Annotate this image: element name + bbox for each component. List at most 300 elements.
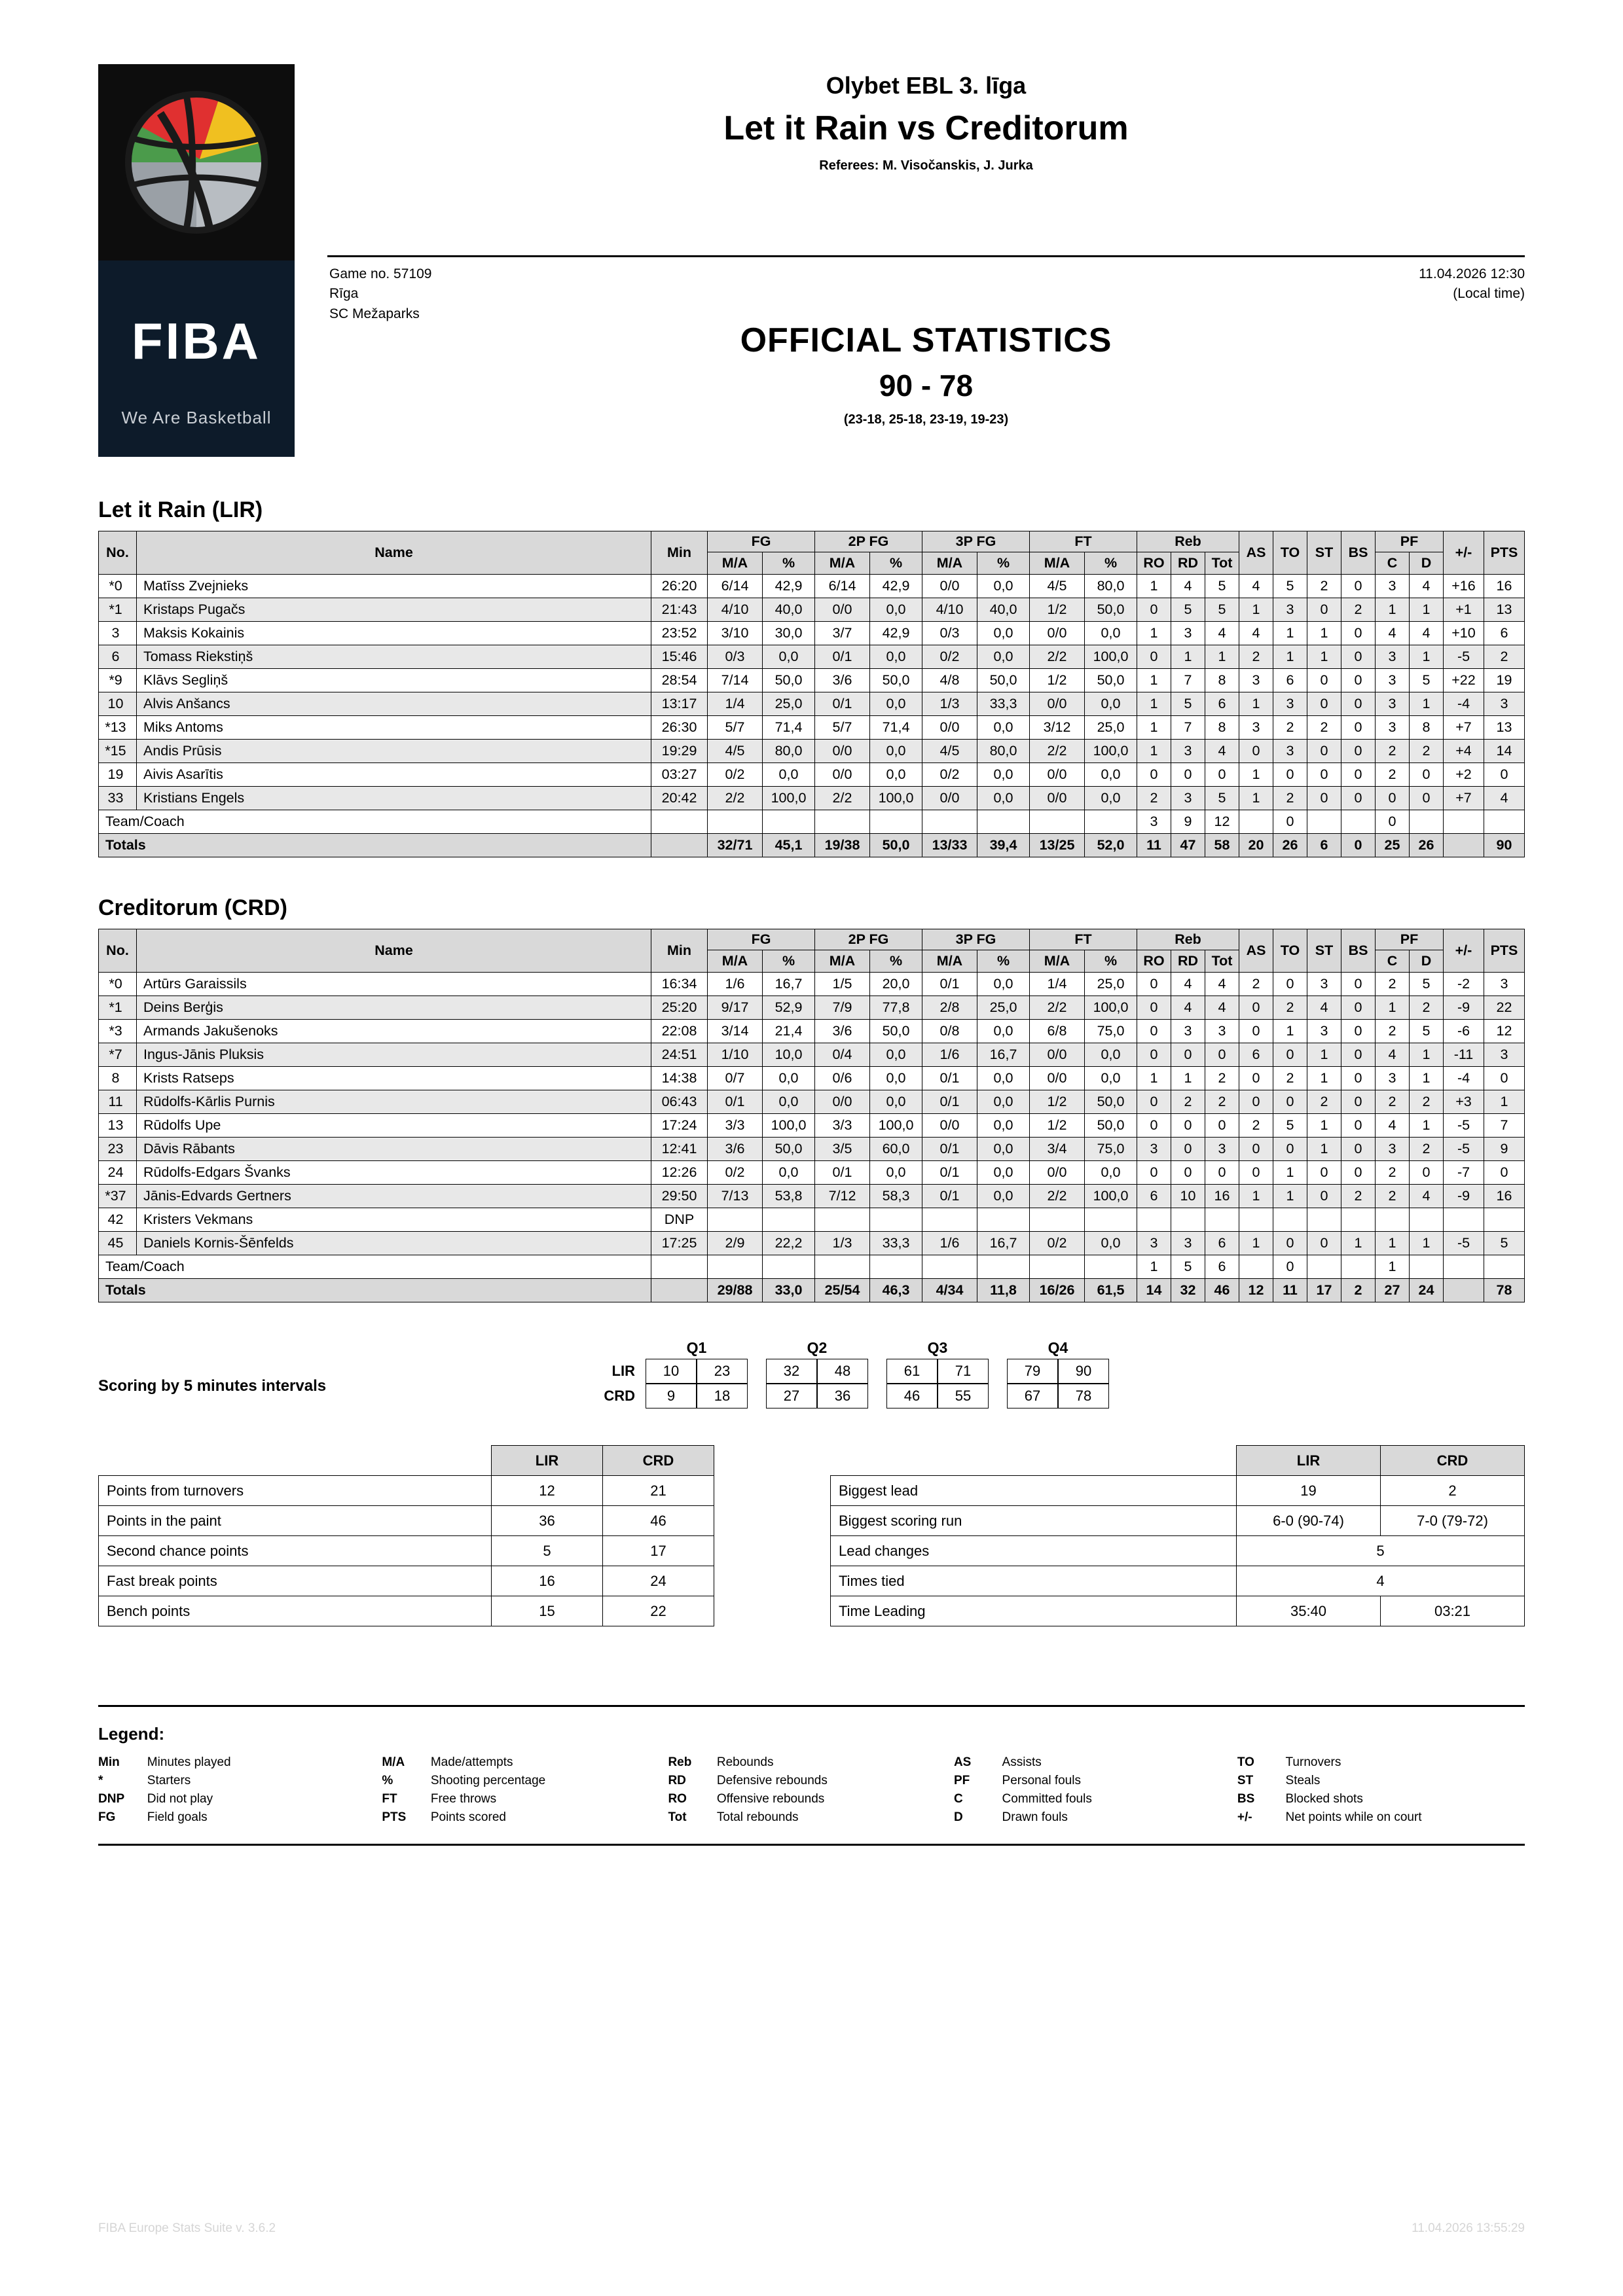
cell-st: 2 — [1307, 1090, 1341, 1114]
cell-fg-ma: 1/10 — [708, 1043, 763, 1067]
cell-st: 2 — [1307, 716, 1341, 740]
cell-min — [651, 810, 708, 834]
cell-ft-pct: 0,0 — [1085, 1232, 1137, 1255]
legend-desc: Rebounds — [716, 1755, 774, 1769]
cell-as: 12 — [1239, 1279, 1273, 1302]
game-meta-left — [329, 264, 431, 324]
cell-st: 0 — [1307, 1232, 1341, 1255]
team-b-section — [98, 895, 1525, 1302]
cell-bs: 2 — [1341, 1279, 1376, 1302]
stats-value-crd: 03:21 — [1381, 1596, 1525, 1626]
table-row[interactable] — [99, 740, 1525, 763]
header-pf-c: C — [1376, 950, 1410, 973]
cell-ft-pct: 75,0 — [1085, 1020, 1137, 1043]
cell-pf-c: 0 — [1376, 810, 1410, 834]
cell-pf-c: 0 — [1376, 787, 1410, 810]
header-bs: BS — [1341, 929, 1376, 973]
legend-desc: Defensive rebounds — [716, 1774, 828, 1787]
cell-pf-c: 1 — [1376, 1232, 1410, 1255]
cell-fg-pct: 40,0 — [763, 598, 815, 622]
team-stats-right-table — [830, 1445, 1525, 1626]
cell-rd: 0 — [1171, 1138, 1205, 1161]
legend-desc: Committed fouls — [1002, 1792, 1092, 1806]
team-b-title: Creditorum (CRD) — [98, 895, 287, 920]
cell-rd: 0 — [1171, 1043, 1205, 1067]
quarter-header-row — [583, 1336, 1109, 1359]
footer-software: FIBA Europe Stats Suite v. 3.6.2 — [98, 2221, 276, 2235]
page-title: Let it Rain vs Creditorum — [723, 109, 1129, 147]
legend-row — [98, 1808, 1525, 1827]
cell-3p-pct: 40,0 — [977, 598, 1030, 622]
cell-pts: 78 — [1484, 1279, 1525, 1302]
legend-abbr: FG — [98, 1810, 116, 1824]
header-ft-ma: M/A — [1030, 552, 1085, 575]
cell-plusminus: +7 — [1444, 716, 1484, 740]
cell-as: 2 — [1239, 1114, 1273, 1138]
cell-3p-ma: 0/0 — [922, 1114, 977, 1138]
legend-abbr: * — [98, 1774, 103, 1787]
team-a-boxscore-head — [99, 531, 1525, 575]
stats-header-crd: CRD — [603, 1446, 714, 1476]
table-row[interactable] — [99, 692, 1525, 716]
cell-pts: 13 — [1484, 716, 1525, 740]
legend-desc: Blocked shots — [1285, 1792, 1363, 1806]
cell-bs: 0 — [1341, 973, 1376, 996]
cell-plusminus: -11 — [1444, 1043, 1484, 1067]
table-row[interactable] — [99, 1208, 1525, 1232]
cell-ro: 1 — [1137, 692, 1171, 716]
table-row[interactable] — [99, 763, 1525, 787]
table-row[interactable] — [99, 1161, 1525, 1185]
cell-ft-ma: 3/12 — [1030, 716, 1085, 740]
team-totals-row — [99, 1279, 1525, 1302]
cell-pf-d: 8 — [1410, 716, 1444, 740]
cell-pf-c — [1376, 1208, 1410, 1232]
table-row[interactable] — [99, 1020, 1525, 1043]
team-comparison-section — [98, 1445, 1525, 1626]
stats-row — [831, 1506, 1525, 1536]
header-2p-pct: % — [870, 552, 922, 575]
competition-name: Olybet EBL 3. līga — [826, 72, 1027, 99]
cell-2p-pct: 0,0 — [870, 645, 922, 669]
cell-pts — [1484, 1255, 1525, 1279]
cell-ft-ma: 2/2 — [1030, 996, 1085, 1020]
cell-tot: 0 — [1205, 1043, 1239, 1067]
cell-3p-pct: 0,0 — [977, 973, 1030, 996]
cell-bs: 2 — [1341, 598, 1376, 622]
cell-fg-pct: 100,0 — [763, 787, 815, 810]
cell-tot: 0 — [1205, 1114, 1239, 1138]
stats-label: Time Leading — [831, 1596, 1237, 1626]
cell-pts: 2 — [1484, 645, 1525, 669]
cell-ro: 1 — [1137, 669, 1171, 692]
group-header-row — [99, 531, 1525, 552]
cell-name: Deins Berģis — [137, 996, 651, 1020]
cell-2p-ma: 3/6 — [815, 669, 870, 692]
cell-ro: 2 — [1137, 787, 1171, 810]
cell-bs: 0 — [1341, 1067, 1376, 1090]
table-row[interactable] — [99, 575, 1525, 598]
cell-bs: 0 — [1341, 1114, 1376, 1138]
cell-st — [1307, 810, 1341, 834]
table-row[interactable] — [99, 1232, 1525, 1255]
cell-2p-pct: 0,0 — [870, 740, 922, 763]
cell-tot: 12 — [1205, 810, 1239, 834]
cell-pf-c: 2 — [1376, 1185, 1410, 1208]
cell-ft-ma: 1/2 — [1030, 1090, 1085, 1114]
cell-as — [1239, 810, 1273, 834]
cell-3p-ma: 0/3 — [922, 622, 977, 645]
cell-name: Kristers Vekmans — [137, 1208, 651, 1232]
legend-desc: Drawn fouls — [1002, 1810, 1068, 1824]
table-row[interactable] — [99, 1114, 1525, 1138]
cell-ft-pct — [1085, 810, 1137, 834]
cell-to: 2 — [1273, 996, 1307, 1020]
cell-fg-pct: 0,0 — [763, 645, 815, 669]
cell-plusminus: -5 — [1444, 645, 1484, 669]
team-totals-row — [99, 834, 1525, 857]
table-row[interactable] — [99, 1090, 1525, 1114]
cell-3p-pct: 0,0 — [977, 1090, 1030, 1114]
cell-fg-pct: 33,0 — [763, 1279, 815, 1302]
cell-pf-c: 4 — [1376, 622, 1410, 645]
game-city: Rīga — [329, 286, 359, 302]
referees-line: Referees: M. Visočanskis, J. Jurka — [819, 158, 1033, 173]
cell-fg-pct: 21,4 — [763, 1020, 815, 1043]
stats-value-crd: 17 — [603, 1536, 714, 1566]
cell-3p-ma: 0/2 — [922, 763, 977, 787]
cell-pf-c: 1 — [1376, 996, 1410, 1020]
cell-bs: 0 — [1341, 1043, 1376, 1067]
cell-ft-pct: 100,0 — [1085, 645, 1137, 669]
table-row[interactable] — [99, 1043, 1525, 1067]
table-row[interactable] — [99, 787, 1525, 810]
interval-cell: 36 — [817, 1384, 868, 1408]
cell-fg-ma — [708, 810, 763, 834]
cell-ro: 0 — [1137, 996, 1171, 1020]
cell-fg-ma: 6/14 — [708, 575, 763, 598]
cell-3p-pct: 0,0 — [977, 763, 1030, 787]
interval-cell: 46 — [886, 1384, 938, 1408]
cell-ft-pct: 52,0 — [1085, 834, 1137, 857]
cell-ro: 0 — [1137, 1161, 1171, 1185]
cell-3p-pct: 0,0 — [977, 787, 1030, 810]
cell-rd: 3 — [1171, 622, 1205, 645]
fiba-wordmark-logo — [98, 260, 295, 457]
cell-pf-c: 2 — [1376, 1020, 1410, 1043]
cell-pf-d: 4 — [1410, 1185, 1444, 1208]
cell-st: 0 — [1307, 669, 1341, 692]
cell-3p-ma: 4/5 — [922, 740, 977, 763]
cell-to: 3 — [1273, 692, 1307, 716]
cell-min: 23:52 — [651, 622, 708, 645]
legend-abbr: M/A — [382, 1755, 405, 1769]
header-min: Min — [651, 531, 708, 575]
cell-bs: 0 — [1341, 692, 1376, 716]
cell-plusminus — [1444, 1255, 1484, 1279]
legend-abbr: FT — [382, 1792, 397, 1806]
cell-3p-ma — [922, 1255, 977, 1279]
cell-fg-pct: 10,0 — [763, 1043, 815, 1067]
cell-ft-ma: 0/0 — [1030, 692, 1085, 716]
cell-2p-ma: 3/5 — [815, 1138, 870, 1161]
legend-abbr: AS — [953, 1755, 972, 1769]
cell-pf-d: 1 — [1410, 692, 1444, 716]
cell-ft-pct — [1085, 1208, 1137, 1232]
team-a-title: Let it Rain (LIR) — [98, 497, 263, 522]
cell-2p-pct: 77,8 — [870, 996, 922, 1020]
team-a-section — [98, 497, 1525, 857]
cell-pts: 9 — [1484, 1138, 1525, 1161]
table-row[interactable] — [99, 1185, 1525, 1208]
stats-row — [99, 1596, 714, 1626]
cell-st: 1 — [1307, 1114, 1341, 1138]
cell-fg-pct: 42,9 — [763, 575, 815, 598]
cell-pf-c: 25 — [1376, 834, 1410, 857]
cell-2p-pct: 60,0 — [870, 1138, 922, 1161]
cell-ro: 0 — [1137, 973, 1171, 996]
cell-3p-pct — [977, 810, 1030, 834]
cell-plusminus: -5 — [1444, 1232, 1484, 1255]
cell-st: 3 — [1307, 1020, 1341, 1043]
legend-desc: Assists — [1002, 1755, 1042, 1769]
cell-ft-ma: 16/26 — [1030, 1279, 1085, 1302]
fiba-logo-block — [98, 64, 295, 457]
cell-2p-ma: 0/0 — [815, 1090, 870, 1114]
cell-fg-ma: 4/5 — [708, 740, 763, 763]
cell-min: 12:26 — [651, 1161, 708, 1185]
stats-value-crd: 46 — [603, 1506, 714, 1536]
cell-rd: 5 — [1171, 692, 1205, 716]
header-ft-pct: % — [1085, 950, 1137, 973]
cell-pf-d: 26 — [1410, 834, 1444, 857]
cell-pts: 0 — [1484, 763, 1525, 787]
cell-2p-pct: 0,0 — [870, 1161, 922, 1185]
cell-rd: 1 — [1171, 645, 1205, 669]
cell-tot: 8 — [1205, 669, 1239, 692]
cell-ft-ma: 0/2 — [1030, 1232, 1085, 1255]
legend-desc: Net points while on court — [1285, 1810, 1422, 1824]
legend-row — [98, 1790, 1525, 1808]
table-row[interactable] — [99, 598, 1525, 622]
cell-2p-ma: 0/6 — [815, 1067, 870, 1090]
cell-ft-ma: 0/0 — [1030, 1161, 1085, 1185]
cell-to: 0 — [1273, 810, 1307, 834]
header-tot: Tot — [1205, 950, 1239, 973]
table-row[interactable] — [99, 716, 1525, 740]
cell-2p-ma: 5/7 — [815, 716, 870, 740]
legend-abbr: BS — [1237, 1792, 1255, 1806]
cell-as: 0 — [1239, 1161, 1273, 1185]
cell-ft-pct: 100,0 — [1085, 1185, 1137, 1208]
cell-2p-ma: 0/1 — [815, 1161, 870, 1185]
cell-bs: 0 — [1341, 834, 1376, 857]
header-st: ST — [1307, 531, 1341, 575]
cell-to: 3 — [1273, 740, 1307, 763]
cell-as: 6 — [1239, 1043, 1273, 1067]
header-ro: RO — [1137, 950, 1171, 973]
cell-min: 20:42 — [651, 787, 708, 810]
header-pf-c: C — [1376, 552, 1410, 575]
cell-2p-pct: 50,0 — [870, 669, 922, 692]
table-row[interactable] — [99, 645, 1525, 669]
cell-no: *1 — [99, 598, 137, 622]
cell-no: 45 — [99, 1232, 137, 1255]
header-group-ft: FT — [1030, 531, 1137, 552]
cell-3p-ma: 4/8 — [922, 669, 977, 692]
cell-pts: 0 — [1484, 1161, 1525, 1185]
cell-pf-d: 1 — [1410, 645, 1444, 669]
cell-tot: 3 — [1205, 1138, 1239, 1161]
table-row[interactable] — [99, 622, 1525, 645]
stats-value-crd: 24 — [603, 1566, 714, 1596]
cell-2p-pct: 42,9 — [870, 622, 922, 645]
cell-pf-c: 3 — [1376, 575, 1410, 598]
cell-ft-ma: 2/2 — [1030, 740, 1085, 763]
header-group-fg: FG — [708, 531, 815, 552]
cell-name: Maksis Kokainis — [137, 622, 651, 645]
interval-cell: 78 — [1058, 1384, 1109, 1408]
header-as: AS — [1239, 929, 1273, 973]
cell-2p-pct: 0,0 — [870, 1043, 922, 1067]
header-3p-pct: % — [977, 950, 1030, 973]
cell-fg-ma: 2/9 — [708, 1232, 763, 1255]
cell-st: 3 — [1307, 973, 1341, 996]
cell-min: 12:41 — [651, 1138, 708, 1161]
header-min: Min — [651, 929, 708, 973]
totals-label: Totals — [99, 834, 651, 857]
cell-3p-pct: 0,0 — [977, 575, 1030, 598]
stats-value-crd: 21 — [603, 1476, 714, 1506]
table-row[interactable] — [99, 669, 1525, 692]
cell-bs — [1341, 1255, 1376, 1279]
cell-2p-ma: 1/5 — [815, 973, 870, 996]
cell-3p-pct: 50,0 — [977, 669, 1030, 692]
cell-pf-d — [1410, 810, 1444, 834]
cell-as: 0 — [1239, 1067, 1273, 1090]
cell-st: 1 — [1307, 1043, 1341, 1067]
cell-rd: 9 — [1171, 810, 1205, 834]
cell-2p-pct: 0,0 — [870, 692, 922, 716]
cell-fg-ma — [708, 1255, 763, 1279]
cell-bs — [1341, 1208, 1376, 1232]
team-a-boxscore-body — [99, 575, 1525, 857]
interval-cell: 67 — [1007, 1384, 1058, 1408]
cell-tot: 4 — [1205, 622, 1239, 645]
cell-3p-pct: 0,0 — [977, 1020, 1030, 1043]
cell-pts: 7 — [1484, 1114, 1525, 1138]
cell-pf-d: 0 — [1410, 763, 1444, 787]
cell-3p-pct: 80,0 — [977, 740, 1030, 763]
cell-rd: 2 — [1171, 1090, 1205, 1114]
legend-abbr: Tot — [668, 1810, 687, 1824]
cell-plusminus: +16 — [1444, 575, 1484, 598]
table-row[interactable] — [99, 1138, 1525, 1161]
cell-pf-d: 1 — [1410, 598, 1444, 622]
group-header-row — [99, 929, 1525, 950]
cell-tot: 5 — [1205, 787, 1239, 810]
cell-3p-pct: 16,7 — [977, 1232, 1030, 1255]
scoring-intervals-table — [583, 1336, 1109, 1408]
table-row[interactable] — [99, 973, 1525, 996]
cell-name: Dāvis Rābants — [137, 1138, 651, 1161]
cell-as: 1 — [1239, 692, 1273, 716]
team-b-boxscore — [98, 929, 1525, 1302]
fiba-tagline: We Are Basketball — [121, 408, 272, 427]
cell-fg-ma: 9/17 — [708, 996, 763, 1020]
header-st: ST — [1307, 929, 1341, 973]
scoring-intervals-section — [98, 1336, 1525, 1408]
cell-pts: 22 — [1484, 996, 1525, 1020]
header-2p-ma: M/A — [815, 552, 870, 575]
cell-ft-ma: 1/2 — [1030, 669, 1085, 692]
cell-3p-ma: 13/33 — [922, 834, 977, 857]
cell-3p-ma: 0/1 — [922, 1185, 977, 1208]
cell-pf-c: 1 — [1376, 1255, 1410, 1279]
cell-plusminus: +1 — [1444, 598, 1484, 622]
cell-to: 1 — [1273, 1185, 1307, 1208]
cell-pts: 12 — [1484, 1020, 1525, 1043]
cell-2p-ma: 0/1 — [815, 692, 870, 716]
cell-2p-ma: 7/9 — [815, 996, 870, 1020]
cell-no: 24 — [99, 1161, 137, 1185]
cell-2p-pct: 71,4 — [870, 716, 922, 740]
cell-to: 0 — [1273, 1090, 1307, 1114]
game-number: Game no. 57109 — [329, 266, 432, 281]
cell-to: 0 — [1273, 1138, 1307, 1161]
legend-desc: Points scored — [430, 1810, 506, 1824]
cell-ft-ma — [1030, 1208, 1085, 1232]
table-row[interactable] — [99, 996, 1525, 1020]
cell-2p-ma — [815, 1255, 870, 1279]
cell-pf-d: 1 — [1410, 1043, 1444, 1067]
stats-row — [831, 1476, 1525, 1506]
cell-fg-pct: 0,0 — [763, 763, 815, 787]
cell-3p-ma: 0/0 — [922, 716, 977, 740]
cell-to: 1 — [1273, 1020, 1307, 1043]
table-row[interactable] — [99, 1067, 1525, 1090]
cell-ft-pct: 50,0 — [1085, 669, 1137, 692]
cell-name: Klāvs Segliņš — [137, 669, 651, 692]
cell-fg-ma: 32/71 — [708, 834, 763, 857]
cell-tot: 58 — [1205, 834, 1239, 857]
cell-plusminus — [1444, 810, 1484, 834]
interval-row-lir — [583, 1359, 1109, 1384]
cell-2p-pct: 33,3 — [870, 1232, 922, 1255]
cell-min: 03:27 — [651, 763, 708, 787]
cell-st — [1307, 1255, 1341, 1279]
cell-fg-pct: 100,0 — [763, 1114, 815, 1138]
cell-ft-pct: 25,0 — [1085, 973, 1137, 996]
cell-name: Matīss Zvejnieks — [137, 575, 651, 598]
legend-section — [98, 1705, 1525, 1846]
cell-as: 0 — [1239, 1020, 1273, 1043]
quarter-header-q1: Q1 — [686, 1338, 707, 1356]
header-plusminus: +/- — [1444, 531, 1484, 575]
cell-2p-ma: 0/0 — [815, 740, 870, 763]
cell-bs: 2 — [1341, 1185, 1376, 1208]
cell-rd: 5 — [1171, 598, 1205, 622]
cell-bs: 1 — [1341, 1232, 1376, 1255]
cell-bs: 0 — [1341, 1090, 1376, 1114]
cell-ft-pct — [1085, 1255, 1137, 1279]
cell-3p-ma: 0/0 — [922, 575, 977, 598]
cell-3p-pct: 0,0 — [977, 1185, 1030, 1208]
cell-fg-ma: 0/1 — [708, 1090, 763, 1114]
cell-pf-c: 3 — [1376, 692, 1410, 716]
cell-3p-pct: 0,0 — [977, 716, 1030, 740]
cell-ft-ma — [1030, 810, 1085, 834]
